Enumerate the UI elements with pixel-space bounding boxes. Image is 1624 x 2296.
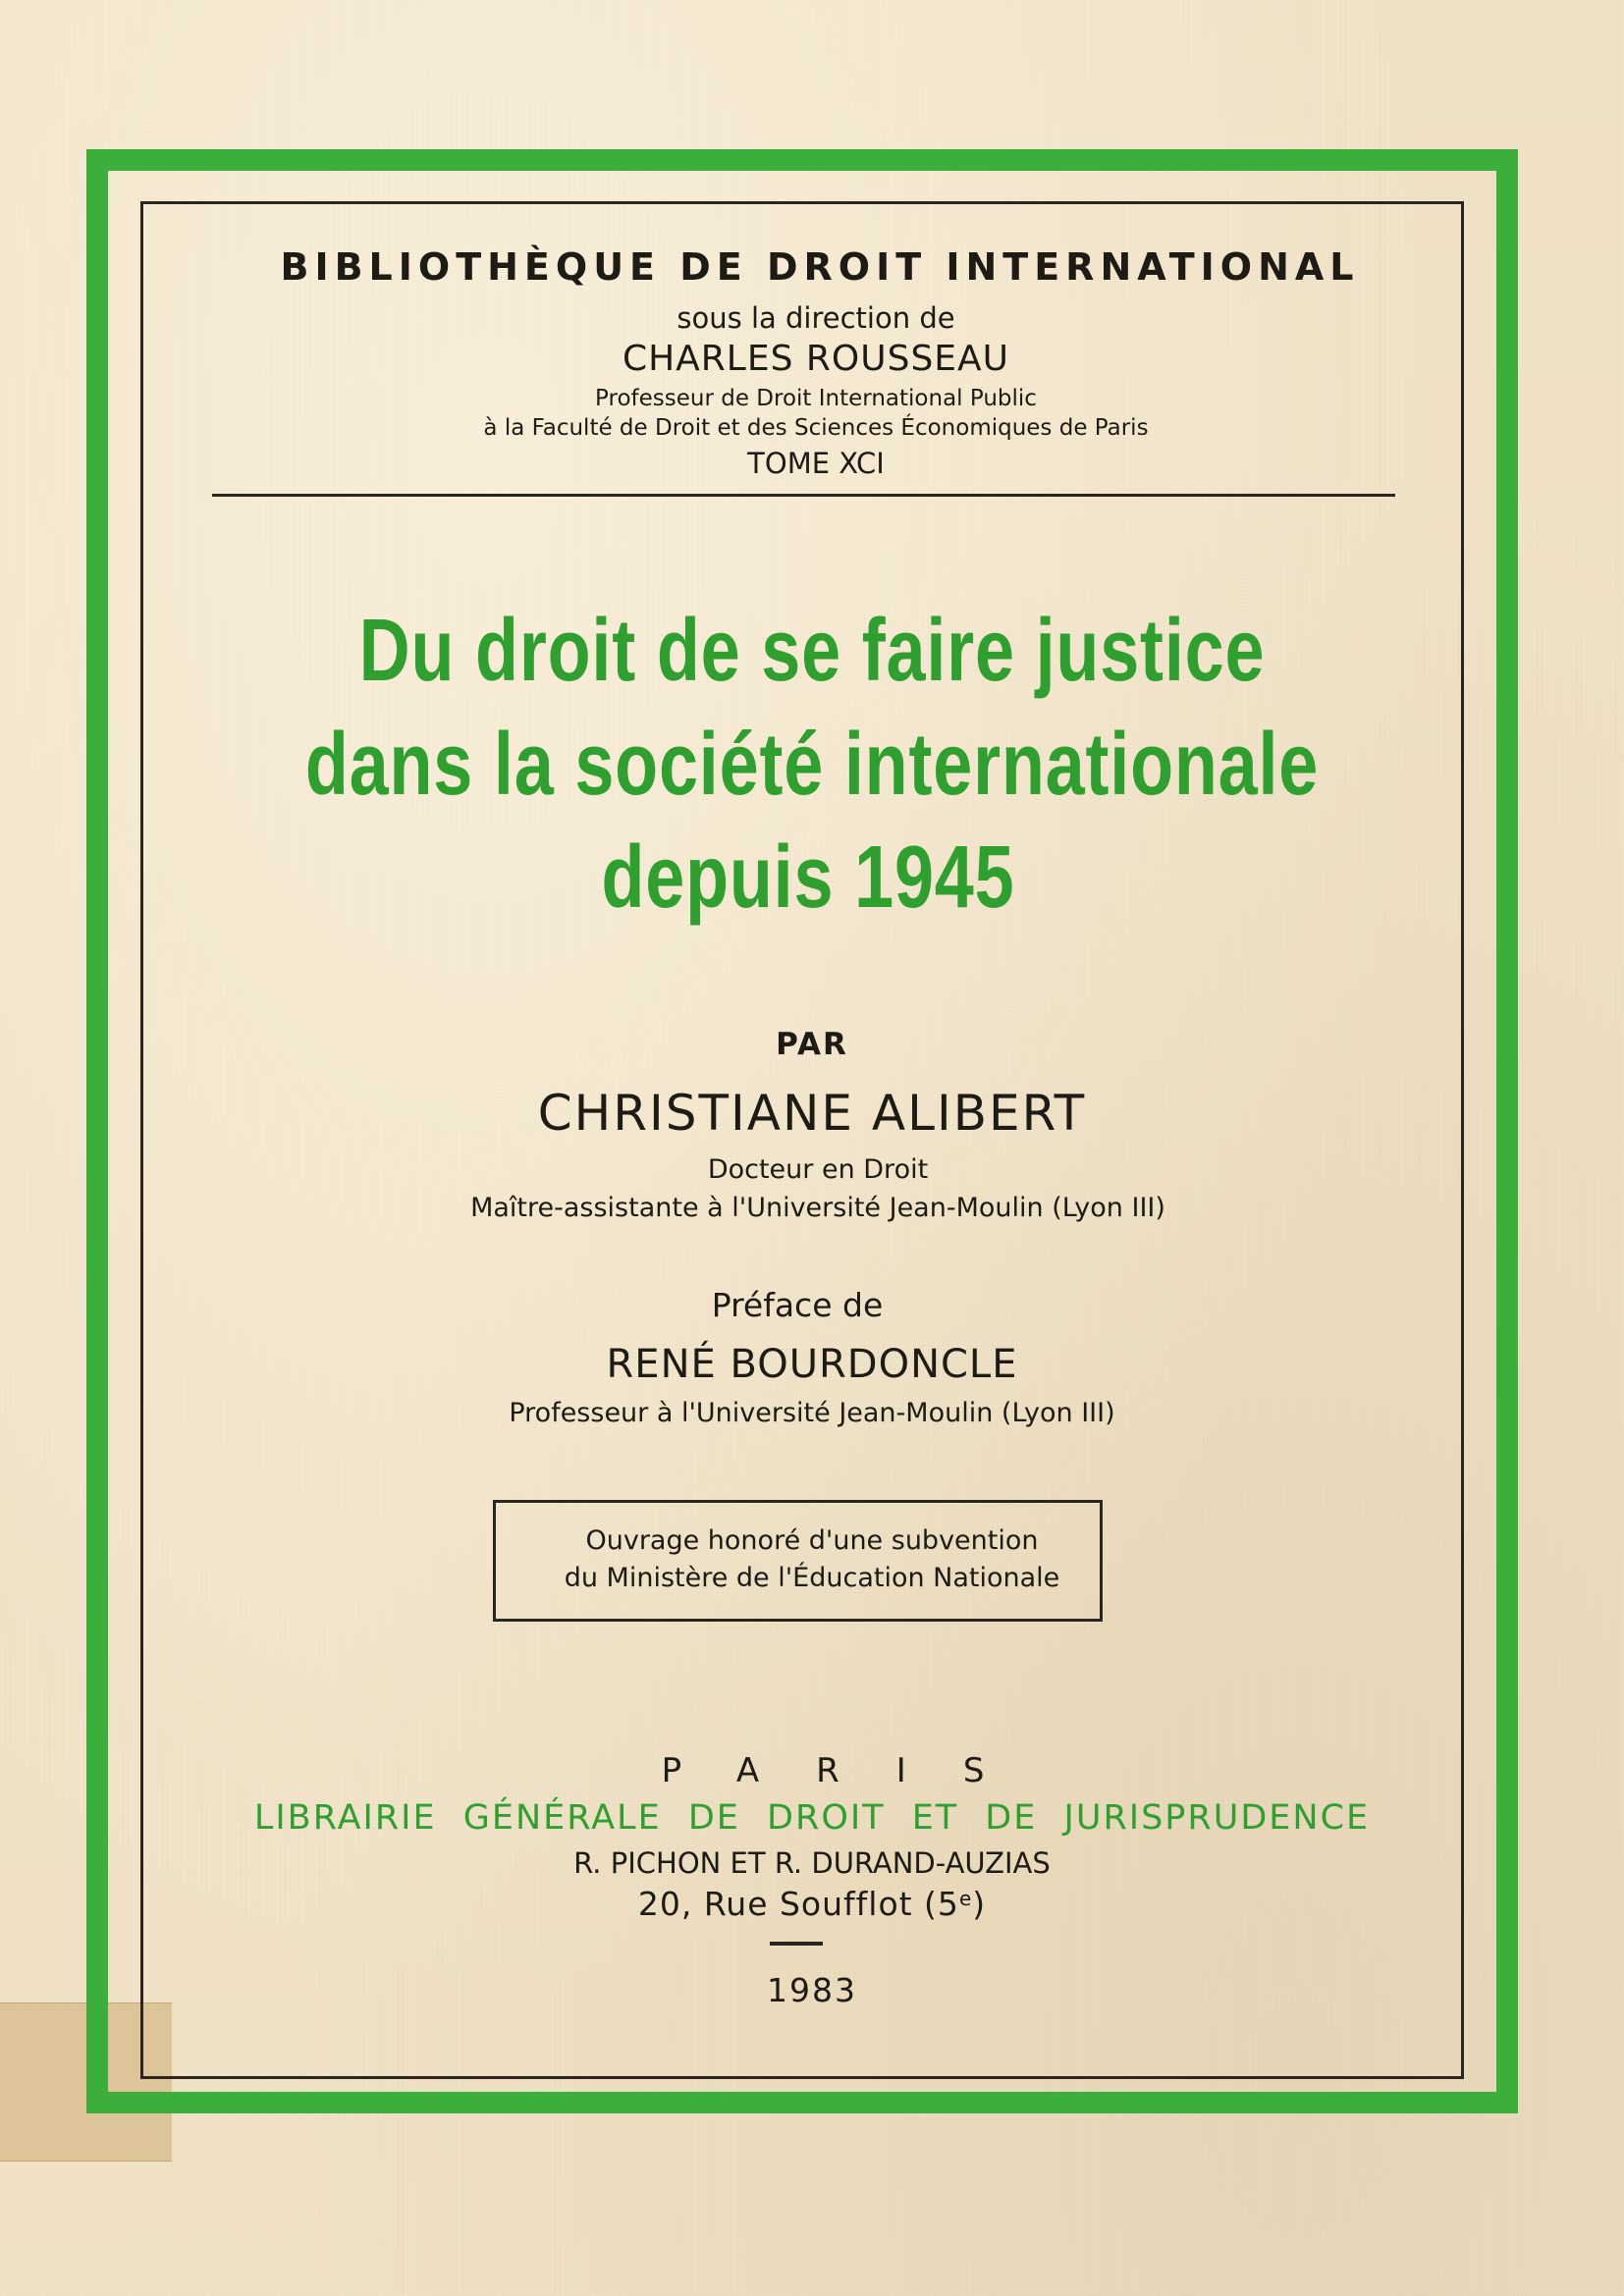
series-director: CHARLES ROUSSEAU <box>622 339 1010 379</box>
publisher-address <box>0 1885 1624 1923</box>
publisher-name: LIBRAIRIE GÉNÉRALE DE DROIT ET DE JURISPRUDENCE <box>253 1798 1371 1838</box>
publication-year: 1983 <box>767 1971 857 2009</box>
author-role-line-1: Docteur en Droit <box>707 1154 929 1185</box>
address-close: ) <box>972 1885 987 1923</box>
address-text: 20, Rue Soufflot (5 <box>637 1885 959 1923</box>
series-name: BIBLIOTHÈQUE DE DROIT INTERNATIONAL <box>280 245 1360 289</box>
author-name: CHRISTIANE ALIBERT <box>537 1085 1087 1142</box>
preface-author-role: Professeur à l'Université Jean-Moulin (Lyon III) <box>509 1398 1115 1428</box>
author-by-label: PAR <box>776 1027 848 1062</box>
tome-number: TOME XCI <box>747 447 885 480</box>
subvention-line-2: du Ministère de l'Éducation Nationale <box>564 1563 1060 1593</box>
preface-author-name: RENÉ BOURDONCLE <box>606 1342 1018 1387</box>
director-role-line-2: à la Faculté de Droit et des Sciences Économiques de Paris <box>483 415 1149 441</box>
book-title-line-1: Du droit de se faire justice <box>358 602 1266 700</box>
book-title-line-2: dans la société internationale <box>304 716 1320 814</box>
director-role-line-1: Professeur de Droit International Public <box>595 386 1037 411</box>
imprint-city: PARIS <box>661 1751 1042 1790</box>
year-dash <box>770 1942 823 1946</box>
series-direction-label: sous la direction de <box>677 301 955 335</box>
book-title-line-3: depuis 1945 <box>601 828 1015 927</box>
author-role-line-2: Maître-assistante à l'Université Jean-Moulin (Lyon III) <box>470 1193 1165 1223</box>
subvention-line-1: Ouvrage honoré d'une subvention <box>585 1525 1039 1556</box>
subvention-box <box>493 1500 1103 1622</box>
preface-label: Préface de <box>711 1286 884 1324</box>
address-superscript: e <box>958 1887 973 1910</box>
printer-names: R. PICHON ET R. DURAND-AUZIAS <box>573 1846 1051 1880</box>
header-divider <box>212 494 1395 497</box>
